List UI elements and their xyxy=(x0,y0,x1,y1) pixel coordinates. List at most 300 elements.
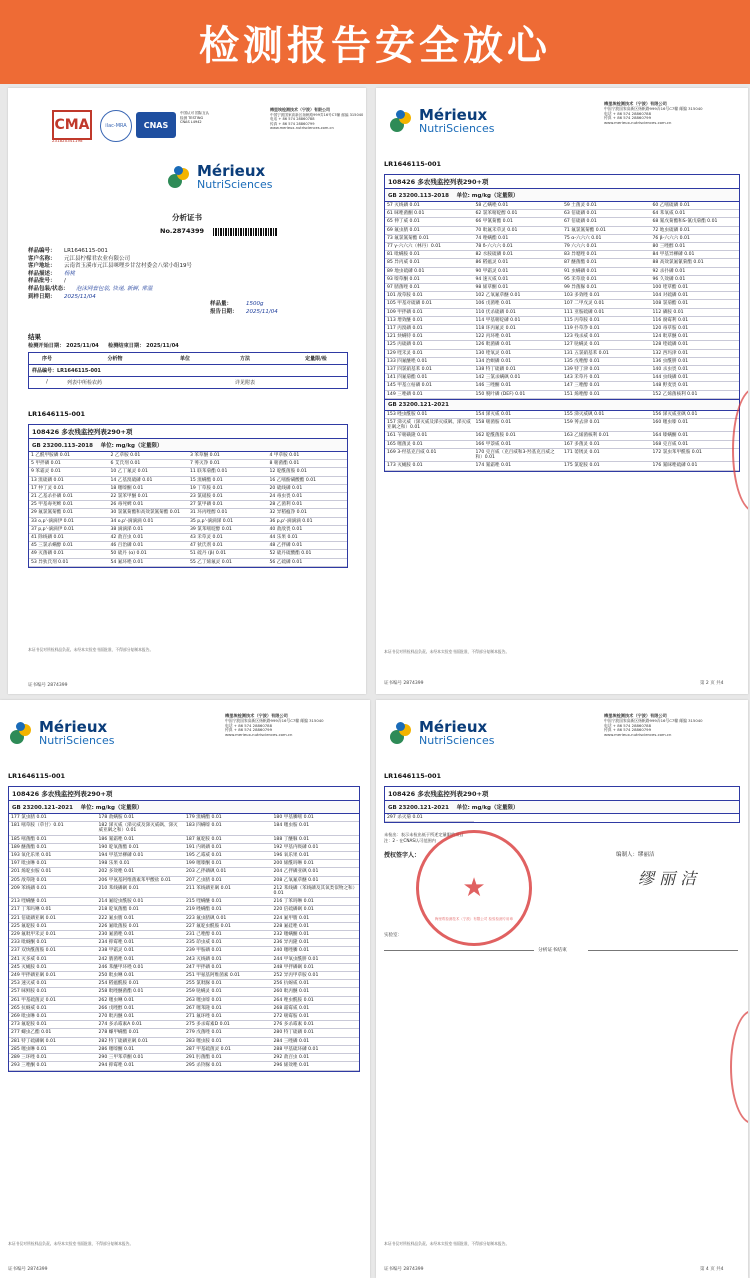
pesticide-item: 40 敌敌畏 0.01 xyxy=(268,526,348,534)
pesticide-item: 72 地虫硫磷 0.01 xyxy=(651,227,740,235)
pesticide-item: 7 莠灭净 0.01 xyxy=(188,460,268,468)
unit-label: 单位: mg/kg（定量限） xyxy=(80,805,143,811)
pesticide-item: 34 o,p'-滴滴滴 0.01 xyxy=(109,518,189,526)
lab-contact xyxy=(270,108,365,131)
lab-phone: 电话 + 86 574 28860788 xyxy=(225,722,273,728)
pesticide-item: 139 特丁津 0.01 xyxy=(562,366,651,374)
report-date-value: 2025/11/04 xyxy=(246,308,278,315)
col-header: 单位 xyxy=(179,356,190,362)
pesticide-item: 112 磷胺 0.01 xyxy=(651,309,740,317)
pesticide-item: 49 灭菌磷 0.01 xyxy=(29,550,109,558)
pesticide-item: 234 抑霉唑 0.01 xyxy=(97,939,185,947)
pesticide-item: 8 嘧菌酯 0.01 xyxy=(268,460,348,468)
pesticide-item: 117 丙溴磷 0.01 xyxy=(385,325,474,333)
pesticide-item: 172 氯虫苯甲酰胺 0.01 xyxy=(651,449,740,462)
pesticide-item: 15 溴螨酯 0.01 xyxy=(188,477,268,485)
pesticide-item: 167 多菌灵 0.01 xyxy=(562,441,651,449)
page-footer: 本证书仅对所检样品负责。未经本实验室书面批准，不得部分复制本报告。 xyxy=(384,649,510,654)
table-standard-row xyxy=(385,189,739,202)
report-page-3 xyxy=(0,700,370,1278)
pesticide-item: 290 三甲苯草酮 0.01 xyxy=(97,1054,185,1062)
divider xyxy=(588,950,738,951)
pesticide-item: 211 苯线磷亚砜 0.01 xyxy=(184,885,272,898)
pesticide-item: 4 甲草胺 0.01 xyxy=(268,452,348,460)
pesticide-item: 162 啶酰菌胺 0.01 xyxy=(474,432,563,440)
pesticide-item: 2 乙草胺 0.01 xyxy=(109,452,189,460)
page-footer: 本证书仅对所检样品负责。未经本实验室书面批准，不得部分复制本报告。 xyxy=(384,1241,510,1246)
lab-website: www.merieux-nutrisciences.com.cn xyxy=(604,732,672,738)
pesticide-item: 195 乙霉威 0.01 xyxy=(184,852,272,860)
pesticide-item: 95 禾草敌 0.01 xyxy=(562,276,651,284)
pesticide-item: 193 氧化乐果 0.01 xyxy=(9,852,97,860)
pesticide-item: 14 乙基溴硫磷 0.01 xyxy=(109,477,189,485)
pesticide-item: 77 γ-六六六（林丹）0.01 xyxy=(385,243,474,251)
pesticide-item: 270 吡丙醚 0.01 xyxy=(97,1013,185,1021)
pesticide-item: 271 氟环唑 0.01 xyxy=(184,1013,272,1021)
pesticide-item: 233 吡蚜酮 0.01 xyxy=(9,939,97,947)
logo-sub: NutriSciences xyxy=(197,178,273,191)
pesticide-item: 282 特丁硫磷亚砜 0.01 xyxy=(97,1038,185,1046)
pesticide-item: 122 丙环唑 0.01 xyxy=(474,333,563,341)
pesticide-item: 79 六六六 0.01 xyxy=(562,243,651,251)
pesticide-item: 177 氯虫腈 0.01 xyxy=(9,814,97,822)
pesticide-item: 171 萎锈灵 0.01 xyxy=(562,449,651,462)
page-footer: 本证书仅对所检样品负责。未经本实验室书面批准，不得部分复制本报告。 xyxy=(8,1241,134,1246)
pesticide-item: 101 敌草胺 0.01 xyxy=(385,292,474,300)
lab-fax: 传真 + 86 574 28860799 xyxy=(225,727,273,733)
pesticide-item: 194 甲基异柳磷 0.01 xyxy=(97,852,185,860)
lab-phone: 电话 + 86 574 28860788 xyxy=(604,110,652,116)
pesticide-item: 226 氟吡菌胺 0.01 xyxy=(97,923,185,931)
lab-name: 梅里埃检测技术（宁波）有限公司 xyxy=(604,101,667,106)
editor-label: 编制人：缪丽洁 xyxy=(616,852,655,858)
pesticide-item: 137 四氯硝基苯 0.01 xyxy=(385,366,474,374)
pesticide-item: 24 毒虫畏 0.01 xyxy=(268,493,348,501)
pesticide-item: 260 吡丙醚 0.01 xyxy=(272,988,360,996)
lab-website: www.merieux-nutrisciences.com.cn xyxy=(270,126,334,131)
pesticide-item: 111 亚胺硫磷 0.01 xyxy=(562,309,651,317)
merieux-logo xyxy=(390,108,494,134)
standard-code: GB 23200.121-2021 xyxy=(385,399,739,411)
pesticide-item: 116 腐霉利 0.01 xyxy=(651,317,740,325)
pesticide-item: 108 氯菊酯 0.01 xyxy=(651,300,740,308)
pesticide-item: 215 喹螨醚 0.01 xyxy=(184,898,272,906)
sample-info xyxy=(28,248,328,301)
pesticide-item: 121 炔螨特 0.01 xyxy=(385,333,474,341)
pesticide-item: 136 虫酰肼 0.01 xyxy=(651,358,740,366)
page-number: 第 4 页 共4 xyxy=(700,1267,724,1272)
pesticide-item: 179 溴螨酯 0.01 xyxy=(184,814,272,822)
pesticide-item: 20 硫线磷 0.01 xyxy=(268,485,348,493)
sample-id: LR1646115-001 xyxy=(8,772,66,780)
lab-fax: 传真 + 86 574 28860799 xyxy=(604,115,652,121)
pesticide-item: 80 三唑醇 0.01 xyxy=(651,243,740,251)
seal-edge-icon xyxy=(730,1010,748,1124)
lab-contact xyxy=(604,714,744,738)
pesticide-item: 87 醚菌酯 0.01 xyxy=(562,259,651,267)
pesticide-item: 157 涕灭威（涕灭威及涕灭威砜、涕灭威亚砜之和）0.01 xyxy=(385,419,474,432)
pesticide-item: 276 多杀霉素 0.01 xyxy=(272,1021,360,1029)
pesticide-item: 283 噻虫胺 0.01 xyxy=(184,1038,272,1046)
pesticide-item: 160 噻虫嗪 0.01 xyxy=(651,419,740,432)
pesticide-item: 143 禾草丹 0.01 xyxy=(562,374,651,382)
pesticide-item: 159 莠去津 0.01 xyxy=(562,419,651,432)
pesticide-item: 64 苯氧威 0.01 xyxy=(651,210,740,218)
pesticide-item: 141 四氟菊酯 0.01 xyxy=(385,374,474,382)
pesticide-item: 236 异丙隆 0.01 xyxy=(272,939,360,947)
merieux-logo xyxy=(168,164,272,190)
table-title: 108426 多农残监控列表290+项 xyxy=(9,787,359,801)
lab-address: 中国宁波国家高新区扬帆路999弄16号C7幢 邮编 315040 xyxy=(604,717,703,723)
pesticide-item: 218 啶氧菌酯 0.01 xyxy=(97,906,185,914)
pesticide-item: 152 乙烯菌核利 0.01 xyxy=(651,391,740,399)
table-cell: / xyxy=(46,379,48,385)
ilac-mra-logo-icon: ilac-MRA xyxy=(100,110,132,142)
pesticide-item: 214 氟啶虫酰胺 0.01 xyxy=(97,898,185,906)
pesticide-item: 115 丙草胺 0.01 xyxy=(562,317,651,325)
pesticide-item: 113 增效醚 0.01 xyxy=(385,317,474,325)
pesticide-item: 135 戊唑醇 0.01 xyxy=(562,358,651,366)
pesticide-item: 292 敌百虫 0.01 xyxy=(272,1054,360,1062)
pesticide-item: 259 哒螨灵 0.01 xyxy=(184,988,272,996)
pesticide-item: 41 除线磷 0.01 xyxy=(29,534,109,542)
pesticide-item: 254 稻瘟酰胺 0.01 xyxy=(97,980,185,988)
lab-name: 梅里埃检测技术（宁波）有限公司 xyxy=(270,107,330,112)
lab-phone: 电话 + 86 574 28860788 xyxy=(604,722,652,728)
pesticide-item: 280 特丁硫磷 0.01 xyxy=(272,1029,360,1037)
pesticide-item: 275 多杀霉素D 0.01 xyxy=(184,1021,272,1029)
unit-label: 单位: mg/kg（定量限） xyxy=(100,443,163,449)
pesticide-item: 1 乙酰甲胺磷 0.01 xyxy=(29,452,109,460)
cma-number: 231820341198 xyxy=(52,138,83,143)
pesticide-item: 12 啶酰菌胺 0.01 xyxy=(268,468,348,476)
merieux-logo-icon xyxy=(390,110,416,132)
pesticide-item: 85 异丙威 0.01 xyxy=(385,259,474,267)
pesticide-item: 103 多效唑 0.01 xyxy=(562,292,651,300)
pesticide-item: 18 噻嗪酮 0.01 xyxy=(109,485,189,493)
batch-value: / xyxy=(64,278,66,285)
field-label: 到样日期： xyxy=(28,293,56,300)
pesticide-item: 240 噻唑膦 0.01 xyxy=(272,947,360,955)
standard-code: GB 23200.113-2018 xyxy=(32,443,93,449)
pesticide-item: 293 三唑酮 0.01 xyxy=(9,1062,97,1070)
pesticide-item: 119 扑草净 0.01 xyxy=(562,325,651,333)
pesticide-grid xyxy=(385,814,739,822)
pesticide-item: 53 异狄氏剂 0.01 xyxy=(29,559,109,567)
standard-code: GB 23200.113-2018 xyxy=(388,193,449,199)
pesticide-item: 222 氟虫腈 0.01 xyxy=(97,915,185,923)
merieux-logo xyxy=(390,720,494,746)
pesticide-item: 281 特丁硫磷砜 0.01 xyxy=(9,1038,97,1046)
field-label: 样品编号： xyxy=(28,248,56,254)
pesticide-item: 38 滴滴涕 0.01 xyxy=(109,526,189,534)
pesticide-item: 256 抗蚜威 0.01 xyxy=(272,980,360,988)
pesticide-item: 225 氟啶胺 0.01 xyxy=(9,923,97,931)
pesticide-item: 232 噻螨酮 0.01 xyxy=(272,931,360,939)
lab-name: 梅里埃检测技术（宁波）有限公司 xyxy=(225,713,288,718)
logo-word: Mérieux xyxy=(197,162,266,180)
pesticide-item: 56 乙硫磷 0.01 xyxy=(268,559,348,567)
pesticide-item: 82 水胺硫磷 0.01 xyxy=(474,251,563,259)
pesticide-grid xyxy=(9,814,359,1071)
pesticide-item: 238 甲霜灵 0.01 xyxy=(97,947,185,955)
pesticide-item: 274 多杀霉素A 0.01 xyxy=(97,1021,185,1029)
pesticide-item: 51 硫丹 (β) 0.01 xyxy=(188,550,268,558)
pesticide-item: 125 丙硫磷 0.01 xyxy=(385,341,474,349)
standard-code: GB 23200.121-2021 xyxy=(12,805,73,811)
lab-address: 中国宁波国家高新区扬帆路999弄16号C7幢 邮编 315040 xyxy=(270,112,364,117)
field-label: 样品描述： xyxy=(28,270,56,277)
pesticide-item: 71 氟氯氰菊酯 0.01 xyxy=(562,227,651,235)
cnas-logo-icon: CNAS xyxy=(136,112,176,138)
client-address-value: 云南省玉溪市元江县咪哩乡甘岔村委会八梁小组19号 xyxy=(64,263,193,270)
sample-desc-value: 杨桃 xyxy=(64,270,76,277)
pesticide-grid-2 xyxy=(385,411,739,471)
pesticide-item: 279 戊菌唑 0.01 xyxy=(184,1029,272,1037)
pesticide-item: 114 甲基嘧啶磷 0.01 xyxy=(474,317,563,325)
logo-sub: NutriSciences xyxy=(419,734,495,747)
pesticide-item: 46 百治磷 0.01 xyxy=(109,542,189,550)
pesticide-item: 277 螺虫乙酯 0.01 xyxy=(9,1029,97,1037)
pesticide-item: 212 苯线磷（苯线磷及其氧类似物之和）0.01 xyxy=(272,885,360,898)
pesticide-item: 55 乙丁烯氟灵 0.01 xyxy=(188,559,268,567)
pesticide-item: 203 乙拌磷砜 0.01 xyxy=(184,868,272,876)
pesticide-item: 99 异菌脲 0.01 xyxy=(562,284,651,292)
pesticide-item: 163 乙烯菌核利 0.01 xyxy=(562,432,651,440)
pesticide-item: 73 氟氯氰菊酯 0.01 xyxy=(385,235,474,243)
pesticide-item: 164 嗪螨酮 0.01 xyxy=(651,432,740,440)
pesticide-item: 36 p,p'-滴滴滴 0.01 xyxy=(268,518,348,526)
pesticide-item: 181 嘧草胺（草甘）0.01 xyxy=(9,822,97,835)
client-name-value: 元江县柠檬君农业有限公司 xyxy=(64,255,131,262)
col-header: 方法 xyxy=(239,356,250,362)
pesticide-item: 28 乙菌利 0.01 xyxy=(268,501,348,509)
field-label: 客户名称： xyxy=(28,255,56,262)
lab-name: 梅里埃检测技术（宁波）有限公司 xyxy=(604,713,667,718)
end-marker: 分析证书结束 xyxy=(538,948,567,953)
pesticide-item: 198 乐果 0.01 xyxy=(97,860,185,868)
test-start: 检测开始日期： 2025/11/04 xyxy=(28,343,99,349)
pesticide-item: 123 残杀威 0.01 xyxy=(562,333,651,341)
lab-website: www.merieux-nutrisciences.com.cn xyxy=(225,732,293,738)
package-value: 泡沫网套包装, 快递, 新鲜, 常温 xyxy=(76,285,153,292)
pesticide-item: 59 土菌灵 0.01 xyxy=(562,202,651,210)
pesticide-item: 176 氰咪唑硫磷 0.01 xyxy=(651,462,740,470)
pesticide-item: 69 氟虫腈 0.01 xyxy=(385,227,474,235)
pesticide-item: 245 灭蝇胺 0.01 xyxy=(9,964,97,972)
note-line: 注：2 - 在CNAS认可范围内 xyxy=(384,838,436,843)
pesticide-item: 65 伸丁威 0.01 xyxy=(385,218,474,226)
pesticide-item: 231 己唑醇 0.01 xyxy=(184,931,272,939)
pesticide-item: 145 甲基立枯磷 0.01 xyxy=(385,382,474,390)
pesticide-item: 286 噻嗪酮 0.01 xyxy=(97,1046,185,1054)
pesticide-item: 146 三唑酮 0.01 xyxy=(474,382,563,390)
pesticide-item: 165 噻菌灵 0.01 xyxy=(385,441,474,449)
pesticide-item: 248 甲拌磷砜 0.01 xyxy=(272,964,360,972)
pesticide-item: 173 灭蝇胺 0.01 xyxy=(385,462,474,470)
barcode xyxy=(213,228,277,236)
pesticide-item: 209 苯线磷 0.01 xyxy=(9,885,97,898)
pesticide-item: 63 倍硫磷 0.01 xyxy=(562,210,651,218)
pesticide-item: 81 吡螨胺 0.01 xyxy=(385,251,474,259)
pesticide-item: 205 敌草隆 0.01 xyxy=(9,877,97,885)
pesticide-item: 128 喹硫磷 0.01 xyxy=(651,341,740,349)
field-label: 报告日期： xyxy=(210,308,238,315)
pesticide-item: 75 α-六六六 0.01 xyxy=(562,235,651,243)
pesticide-item: 191 内吸磷 0.01 xyxy=(184,844,272,852)
pesticide-item: 266 戊唑醇 0.01 xyxy=(97,1005,185,1013)
pesticide-item: 178 敌螨胺 0.01 xyxy=(97,814,185,822)
pesticide-item: 169 3-羟基克百威 0.01 xyxy=(385,449,474,462)
pesticide-item: 19 丁草胺 0.01 xyxy=(188,485,268,493)
pesticide-item: 91 虫螨磷 0.01 xyxy=(562,268,651,276)
pesticide-item: 33 o,p'-滴滴伊 0.01 xyxy=(29,518,109,526)
pesticide-item: 13 溴硫磷 0.01 xyxy=(29,477,109,485)
cma-logo-icon: CMA xyxy=(52,110,92,140)
pesticide-item: 246 苯醚甲环唑 0.01 xyxy=(97,964,185,972)
pesticide-item: 98 烯草酮 0.01 xyxy=(474,284,563,292)
logo-word: Mérieux xyxy=(419,718,488,736)
pesticide-item: 106 戊菌唑 0.01 xyxy=(474,300,563,308)
pesticide-item: 50 硫丹 (α) 0.01 xyxy=(109,550,189,558)
pesticide-item: 200 烯酰吗啉 0.01 xyxy=(272,860,360,868)
pesticide-item: 262 噻虫啉 0.01 xyxy=(97,997,185,1005)
pesticide-item: 197 吡虫啉 0.01 xyxy=(9,860,97,868)
pesticide-item: 241 灭多威 0.01 xyxy=(9,956,97,964)
sample-no-value: LR1646115-001 xyxy=(64,248,108,254)
pesticide-item: 148 野麦畏 0.01 xyxy=(651,382,740,390)
pesticide-item: 62 氯苯嘧啶醇 0.01 xyxy=(474,210,563,218)
pesticide-item: 105 甲基对硫磷 0.01 xyxy=(385,300,474,308)
pesticide-item: 132 西玛津 0.01 xyxy=(651,350,740,358)
pesticide-item: 54 氟环唑 0.01 xyxy=(109,559,189,567)
pesticide-item: 288 甲基硫环磷 0.01 xyxy=(272,1046,360,1054)
pesticide-item: 118 环丙氟灵 0.01 xyxy=(474,325,563,333)
result-title: 结果 xyxy=(28,333,41,341)
test-end: 检测结束日期： 2025/11/04 xyxy=(108,343,179,349)
stamp-label: 实验室： xyxy=(384,933,402,938)
pesticide-item: 237 双炔酰菌胺 0.01 xyxy=(9,947,97,955)
pesticide-item: 230 氟菌唑 0.01 xyxy=(97,931,185,939)
pesticide-item: 102 乙氧氟草醚 0.01 xyxy=(474,292,563,300)
report-number: No.2874399 xyxy=(160,227,205,235)
pesticide-item: 213 喹螨醚 0.01 xyxy=(9,898,97,906)
pesticide-item: 220 倍硫磷砜 0.01 xyxy=(272,906,360,914)
pesticide-item: 168 克百威 0.01 xyxy=(651,441,740,449)
pesticide-item: 107 二甲戊灵 0.01 xyxy=(562,300,651,308)
pesticide-item: 89 地虫硫磷 0.01 xyxy=(385,268,474,276)
pesticide-item: 272 嘧霉胺 0.01 xyxy=(272,1013,360,1021)
pesticide-item: 223 氟虫腈砜 0.01 xyxy=(184,915,272,923)
pesticide-item: 242 腈菌唑 0.01 xyxy=(97,956,185,964)
unit-label: 单位: mg/kg（定量限） xyxy=(456,805,519,811)
field-label: 样品量： xyxy=(210,301,233,307)
pesticide-item: 285 噻虫啉 0.01 xyxy=(9,1046,97,1054)
pesticide-item: 45 三氯杀螨醇 0.01 xyxy=(29,542,109,550)
lab-website: www.merieux-nutrisciences.com.cn xyxy=(604,120,672,126)
pesticide-item: 204 乙拌磷亚砜 0.01 xyxy=(272,868,360,876)
pesticide-item: 224 氟甲腈 0.01 xyxy=(272,915,360,923)
pesticide-item: 127 哒螨灵 0.01 xyxy=(562,341,651,349)
header-banner xyxy=(0,0,750,84)
pesticide-item: 10 乙丁氟灵 0.01 xyxy=(109,468,189,476)
pesticide-item: 295 杀铃脲 0.01 xyxy=(184,1062,272,1070)
cert-number: 证书编号 2874399 xyxy=(8,1267,48,1272)
pesticide-item: 92 杀扑磷 0.01 xyxy=(651,268,740,276)
pesticide-item: 170 克百威（克百威和3-羟基克百威之和）0.01 xyxy=(474,449,563,462)
lab-fax: 传真 + 86 574 28860799 xyxy=(604,727,652,733)
merieux-logo-icon xyxy=(10,722,36,744)
pesticide-item: 189 醚菌酯 0.01 xyxy=(9,844,97,852)
cert-number: 证书编号 2874399 xyxy=(28,683,68,688)
pesticide-item: 249 甲拌磷亚砜 0.01 xyxy=(9,972,97,980)
pesticide-item: 186 氰霜唑 0.01 xyxy=(97,836,185,844)
pesticide-item: 257 咪鲜胺 0.01 xyxy=(9,988,97,996)
pesticide-item: 183 四螨嗪 0.01 xyxy=(184,822,272,835)
pesticide-item: 264 唑虫酰胺 0.01 xyxy=(272,997,360,1005)
pesticide-item: 104 对硫磷 0.01 xyxy=(651,292,740,300)
pesticide-item: 52 硫丹硫酸酯 0.01 xyxy=(268,550,348,558)
pesticide-item: 182 涕灭威（涕灭威及涕灭威砜、涕灭威亚砜之和）0.01 xyxy=(97,822,185,835)
pesticide-item: 206 甲氨基阿维菌素苯甲酸盐 0.01 xyxy=(97,877,185,885)
pesticide-item: 29 氟氯氰菊酯 0.01 xyxy=(29,509,109,517)
pesticide-item: 131 五氯硝基苯 0.01 xyxy=(562,350,651,358)
pesticide-item: 42 敌百虫 0.01 xyxy=(109,534,189,542)
report-page-2 xyxy=(376,88,748,694)
pesticide-item: 39 氯苯嘧啶醇 0.01 xyxy=(188,526,268,534)
page-footer: 本证书仅对所检样品负责。未经本实验室书面批准，不得部分复制本报告。 xyxy=(28,647,154,652)
pesticide-item: 184 噻虫胺 0.01 xyxy=(272,822,360,835)
field-label: 客户地址： xyxy=(28,263,56,270)
pesticide-item: 273 氟啶胺 0.01 xyxy=(9,1021,97,1029)
pesticide-item: 187 氟啶胺 0.01 xyxy=(184,836,272,844)
report-page-1 xyxy=(8,88,366,694)
page-number: 第 2 页 共4 xyxy=(700,681,724,686)
pesticide-item: 161 苄嘧磺隆 0.01 xyxy=(385,432,474,440)
cert-number: 证书编号 2874399 xyxy=(384,1267,424,1272)
pesticide-item: 156 涕灭威亚砜 0.01 xyxy=(651,411,740,419)
pesticide-item: 247 甲拌磷 0.01 xyxy=(184,964,272,972)
divider xyxy=(384,950,534,951)
pesticide-item: 268 霜霉威 0.01 xyxy=(272,1005,360,1013)
logo-sub: NutriSciences xyxy=(419,122,495,135)
pesticide-item: 166 甲萘威 0.01 xyxy=(474,441,563,449)
pesticide-item: 153 唑虫酰胺 0.01 xyxy=(385,411,474,419)
pesticide-item: 58 乙螨唑 0.01 xyxy=(474,202,563,210)
lab-address: 中国宁波国家高新区扬帆路999弄16号C7幢 邮编 315040 xyxy=(604,105,703,111)
pesticide-item: 297 杀灭菊 0.01 xyxy=(385,814,474,822)
sample-id: LR1646115-001 xyxy=(384,772,442,780)
pesticide-item: 126 吡菌磷 0.01 xyxy=(474,341,563,349)
lab-contact xyxy=(604,102,744,126)
pesticide-item: 5 甲拌磷 0.01 xyxy=(29,460,109,468)
pesticide-item: 217 丁苯吗啉 0.01 xyxy=(9,906,97,914)
pesticide-item: 124 吡草醚 0.01 xyxy=(651,333,740,341)
pesticide-item: 100 喹草酯 0.01 xyxy=(651,284,740,292)
table-cell xyxy=(285,377,347,388)
pesticide-item: 47 狄氏剂 0.01 xyxy=(188,542,268,550)
pesticide-item: 17 仲丁灵 0.01 xyxy=(29,485,109,493)
logo-word: Mérieux xyxy=(39,718,108,736)
pesticide-item: 265 抗蚜威 0.01 xyxy=(9,1005,97,1013)
table-standard-row xyxy=(9,801,359,814)
table-cell: 列表中所检农药 xyxy=(67,380,103,386)
col-header: 序号 xyxy=(41,356,52,362)
pesticide-item: 110 伏杀硫磷 0.01 xyxy=(474,309,563,317)
lab-address: 中国宁波国家高新区扬帆路999弄16号C7幢 邮编 315040 xyxy=(225,717,324,723)
pesticide-item: 21 乙基杀扑磷 0.01 xyxy=(29,493,109,501)
pesticide-item: 252 异丙甲草胺 0.01 xyxy=(272,972,360,980)
